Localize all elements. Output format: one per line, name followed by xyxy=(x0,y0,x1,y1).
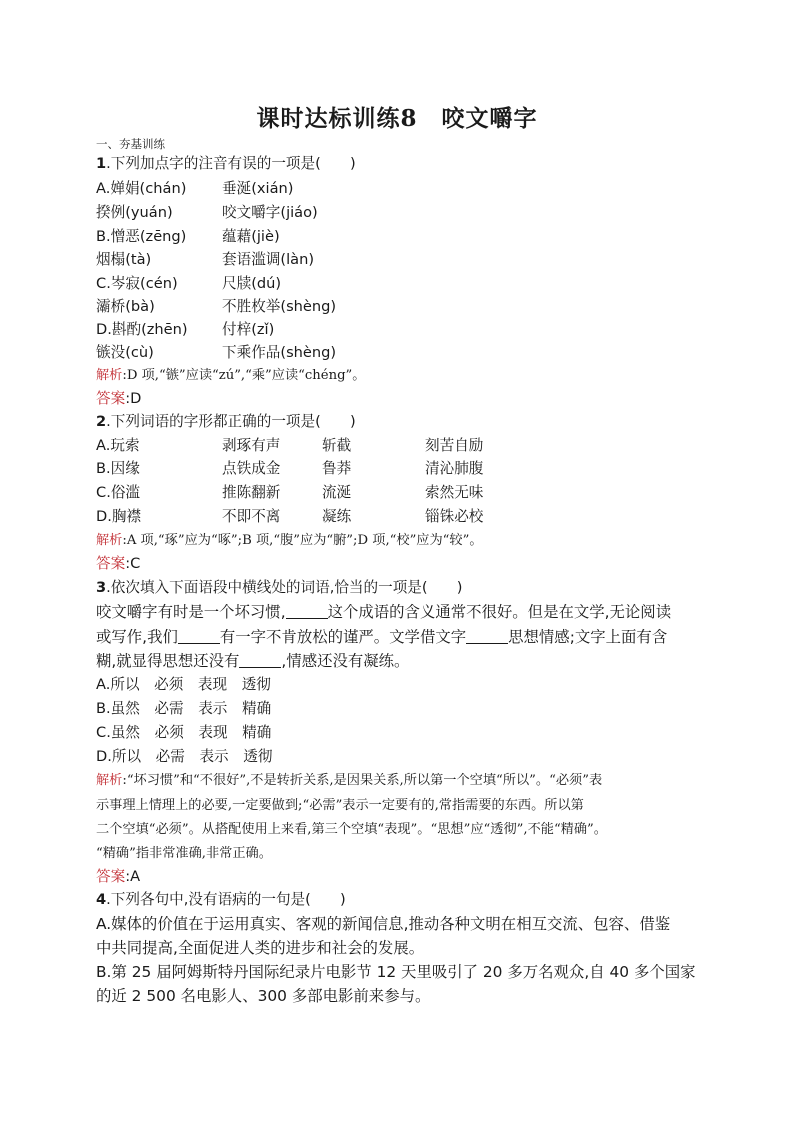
page-title: 课时达标训练8 咬文嚼字 xyxy=(256,105,538,132)
option-cell: 镞没(cù) xyxy=(96,344,154,361)
passage-line xyxy=(96,602,671,622)
question-2-stem xyxy=(96,412,356,432)
answer-label: 答案 xyxy=(96,868,126,885)
word-cell: 凝练 xyxy=(322,508,352,525)
word-cell: 鲁莽 xyxy=(322,460,352,477)
option-cell: D.斟酌(zhēn) xyxy=(96,321,188,338)
option-cell: B.憎恶(zēng) xyxy=(96,228,187,245)
word-cell: C.俗滥 xyxy=(96,484,141,501)
analysis-line xyxy=(96,531,483,551)
word-cell: D.胸襟 xyxy=(96,508,142,525)
analysis-line: “精确”指非常准确,非常正确。 xyxy=(96,846,272,861)
answer-text: :C xyxy=(125,555,141,572)
word-cell: A.玩索 xyxy=(96,437,140,454)
word-cell: 清沁肺腹 xyxy=(425,460,484,477)
analysis-line: 二个空填“必须”。从搭配使用上来看,第三个空填“表现”。“思想”应“透彻”,不能“精确”。 xyxy=(96,822,607,837)
analysis-label: 解析 xyxy=(96,368,123,383)
option-cell: 尺牍(dú) xyxy=(222,275,282,292)
section-heading: 一、夯基训练 xyxy=(96,137,165,151)
question-text: .下列词语的字形都正确的一项是( ) xyxy=(106,413,356,430)
fill-blank xyxy=(286,604,328,619)
option-line: A.媒体的价值在于运用真实、客观的新闻信息,推动各种文明在相互交流、包容、借鉴 xyxy=(96,915,671,933)
option-cell: C.岑寂(cén) xyxy=(96,275,178,292)
fill-blank xyxy=(239,653,281,668)
answer-label: 答案 xyxy=(96,390,126,407)
passage-line xyxy=(96,627,667,647)
word-cell: 锱铢必校 xyxy=(425,508,484,525)
option-cell: 套语滥调(làn) xyxy=(222,251,315,268)
option-cell: 付梓(zǐ) xyxy=(222,321,275,338)
word-cell: 刻苦自励 xyxy=(425,437,484,454)
option-cell: 灞桥(bà) xyxy=(96,298,155,315)
option-cell: 垂涎(xián) xyxy=(222,180,294,197)
option-line: 的近 2 500 名电影人、300 多部电影前来参与。 xyxy=(96,987,431,1005)
word-cell: 流涎 xyxy=(322,484,352,501)
analysis-line xyxy=(96,366,365,386)
analysis-line xyxy=(96,771,602,791)
passage-text: 思想情感;文字上面有含 xyxy=(508,628,668,646)
answer-line xyxy=(96,867,140,887)
question-number: 4 xyxy=(96,891,107,908)
word-cell: 推陈翻新 xyxy=(222,484,281,501)
answer-text: :D xyxy=(125,390,142,407)
answer-label: 答案 xyxy=(96,555,126,572)
analysis-text: :D 项,“镞”应读“zú”,“乘”应读“chéng”。 xyxy=(122,368,366,383)
word-cell: 不即不离 xyxy=(222,508,281,525)
option-cell: 烟榻(tà) xyxy=(96,251,152,268)
option-line: D.所以 必需 表示 透彻 xyxy=(96,748,273,765)
analysis-label: 解析 xyxy=(96,773,123,788)
passage-text: 糊,就显得思想还没有 xyxy=(96,652,240,670)
fill-blank xyxy=(466,629,508,644)
question-number: 1 xyxy=(96,155,107,172)
answer-line xyxy=(96,389,141,409)
option-cell: 下乘作品(shèng) xyxy=(222,344,337,361)
word-cell: 点铁成金 xyxy=(222,460,281,477)
option-line: 中共同提高,全面促进人类的进步和社会的发展。 xyxy=(96,939,425,957)
word-cell: 斩截 xyxy=(322,437,352,454)
analysis-text: :A 项,“琢”应为“啄”;B 项,“腹”应为“腑”;D 项,“校”应为“较”。 xyxy=(122,533,483,548)
passage-text: 这个成语的含义通常不很好。但是在文学,无论阅读 xyxy=(327,603,672,621)
passage-text: 有一字不肯放松的谨严。文学借文字 xyxy=(219,628,467,646)
question-4-stem xyxy=(96,890,346,910)
question-text: .依次填入下面语段中横线处的词语,恰当的一项是( ) xyxy=(106,579,463,596)
question-1-stem xyxy=(96,154,356,174)
option-line: B.虽然 必需 表示 精确 xyxy=(96,700,272,717)
option-cell: 不胜枚举(shèng) xyxy=(222,298,337,315)
analysis-line: 示事理上情理上的必要,一定要做到;“必需”表示一定要有的,常指需要的东西。所以第 xyxy=(96,798,584,813)
question-text: .下列各句中,没有语病的一句是( ) xyxy=(106,891,346,908)
passage-text: ,情感还没有凝练。 xyxy=(281,652,410,670)
passage-text: 或写作,我们 xyxy=(96,628,178,646)
option-line: C.虽然 必须 表现 精确 xyxy=(96,724,272,741)
option-line: A.所以 必须 表现 透彻 xyxy=(96,676,271,693)
answer-line xyxy=(96,554,140,574)
answer-text: :A xyxy=(125,868,141,885)
option-cell: 蕴藉(jiè) xyxy=(222,228,280,245)
option-line: B.第 25 届阿姆斯特丹国际纪录片电影节 12 天里吸引了 20 多万名观众,自 40 多个国家 xyxy=(96,963,696,981)
question-3-stem xyxy=(96,578,462,598)
analysis-label: 解析 xyxy=(96,533,123,548)
option-cell: 揆例(yuán) xyxy=(96,204,173,221)
option-cell: A.婵娟(chán) xyxy=(96,180,187,197)
question-number: 3 xyxy=(96,579,107,596)
passage-text: 咬文嚼字有时是一个坏习惯, xyxy=(96,603,286,621)
word-cell: 剥琢有声 xyxy=(222,437,281,454)
passage-line xyxy=(96,651,409,671)
option-cell: 咬文嚼字(jiáo) xyxy=(222,204,318,221)
word-cell: B.因缘 xyxy=(96,460,140,477)
question-number: 2 xyxy=(96,413,107,430)
question-text: .下列加点字的注音有误的一项是( ) xyxy=(106,155,356,172)
analysis-text: :“坏习惯”和“不很好”,不是转折关系,是因果关系,所以第一个空填“所以”。“必须”表 xyxy=(122,773,603,788)
fill-blank xyxy=(178,629,220,644)
word-cell: 索然无味 xyxy=(425,484,484,501)
